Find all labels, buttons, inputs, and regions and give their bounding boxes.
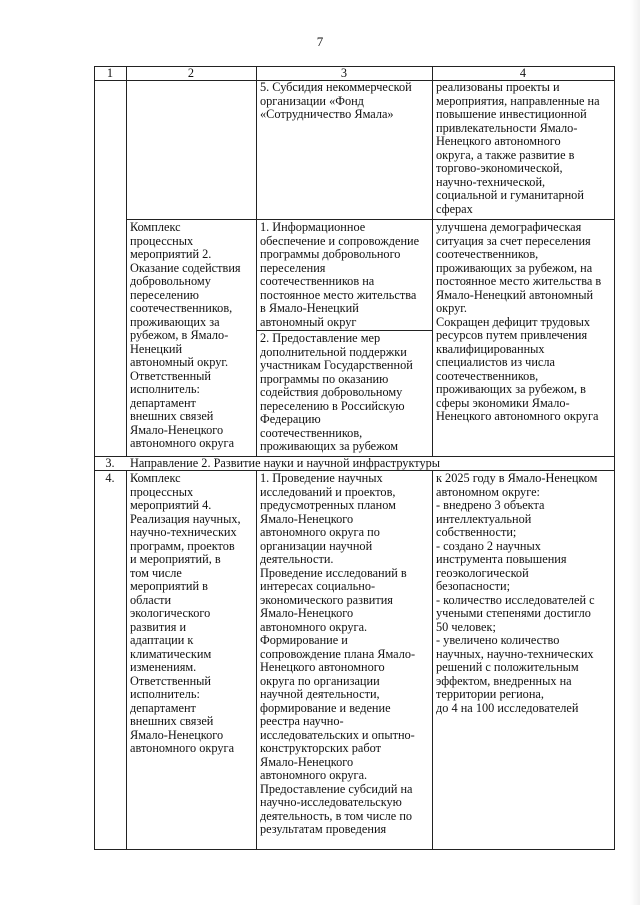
complex-2-measure-1: 1. Информационное обеспечение и сопровождение программы добровольного переселения соотечественников на постоянное место жительства в Ямало-Ненецкий автономный округ — [260, 220, 420, 329]
scan-edge-shadow — [630, 0, 640, 905]
table-border-bottom — [94, 849, 614, 850]
row-4-number: 4. — [105, 471, 115, 485]
subsidy-measure: 5. Субсидия некоммерческой организации «Фонд «Сотрудничество Ямала» — [260, 80, 412, 121]
column-divider-1 — [126, 470, 127, 850]
header-cell-1: 1 — [106, 66, 114, 80]
column-divider-2 — [256, 66, 257, 456]
subsidy-result: реализованы проекты и мероприятия, направленные на повышение инвестиционной привлекательности Ямало- Ненецкого автономного округа, а также развитие в торгово-экономической, научно-технической, социальной и гуманитарной сферах — [436, 80, 600, 216]
complex-2-description: Комплекс процессных мероприятий 2. Оказание содействия добровольному переселению соотечественников, проживающих за рубежом, в Ямало- Ненецкий автономный округ. Ответственный исполнитель: департамент внешних связей Ямало-Ненецкого автономного округа — [130, 220, 241, 450]
page-number: 7 — [316, 34, 324, 49]
complex-4-results: к 2025 году в Ямало-Ненецком автономном округе: - внедрено 3 объекта интеллектуальной собственности; - создано 2 научных инструмента повышения геоэкологической безопасности; - количество исследователей с учеными степенями достигло 50 человек; - увеличено количество научных, научно-технических решений с положительным эффектом, внедренных на территории региона, до 4 на 100 исследователей — [436, 471, 598, 715]
complex-2-result: улучшена демографическая ситуация за счет переселения соотечественников, проживающих за рубежом, на постоянное место жительства в Ямало-Ненецкий автономный округ. Сокращен дефицит трудовых ресурсов путем привлечения квалифицированных специалистов из числа соотечественников, проживающих за рубежом, в сферы экономики Ямало- Ненецкого автономного округа — [436, 220, 602, 423]
complex-4-description: Комплекс процессных мероприятий 4. Реализация научных, научно-технических программ, проектов и мероприятий, в том числе мероприятий в области экологического развития и адаптации к климатическим изменениям. Ответственный исполнитель: департамент внешних связей Ямало-Ненецкого автономного округа — [130, 471, 241, 755]
column-divider-2 — [256, 470, 257, 850]
complex-4-measures: 1. Проведение научных исследований и проектов, предусмотренных планом Ямало-Ненецкого автономного округа по организации научной деятельности. Проведение исследований в интересах социально- экономического развития Ямало-Ненецкого автономного округа. Формирование и сопровождение плана Ямало- Ненецкого автономного округа по организации научной деятельности, формирование и ведение реестра научно- исследовательских и опытно- конструкторских работ Ямало-Ненецкого автономного округа. Предоставление субсидий на научно-исследовательскую деятельность, в том числе по результатам проведения — [260, 471, 416, 836]
column-divider-3 — [432, 66, 433, 456]
header-cell-2: 2 — [187, 66, 195, 80]
direction-2-heading: Направление 2. Развитие науки и научной инфраструктуры — [130, 456, 441, 470]
header-cell-3: 3 — [340, 66, 348, 80]
table-border-right — [614, 66, 615, 850]
complex-2-measure-2: 2. Предоставление мер дополнительной поддержки участникам Государственной программы по оказанию содействия добровольному переселению в Российскую Федерацию соотечественников, проживающих за рубежом — [260, 331, 413, 453]
column-divider-3 — [432, 470, 433, 850]
row-3-number: 3. — [105, 456, 115, 470]
header-cell-4: 4 — [519, 66, 527, 80]
column-divider-1 — [126, 66, 127, 456]
